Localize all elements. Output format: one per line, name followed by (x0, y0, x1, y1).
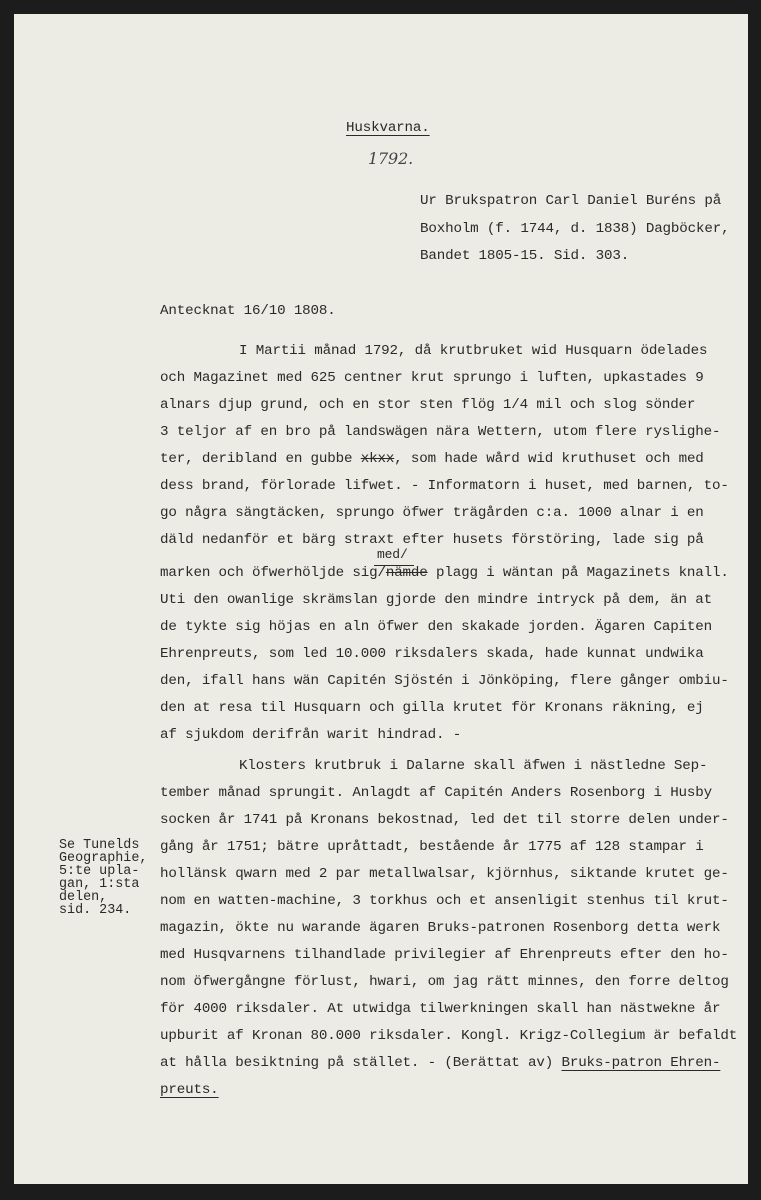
text-line: gång år 1751; bätre upråttadt, bestående år 1775 af 128 stampar i (160, 839, 704, 855)
text-line: däld nedanför et bärg straxt efter husets förstöring, lade sig på (160, 532, 704, 548)
text-line: den at resa til Husquarn och gilla krutet för Kronans räkning, ej (160, 700, 704, 716)
source-line: Boxholm (f. 1744, d. 1838) Dagböcker, (420, 221, 730, 237)
text-line: upburit af Kronan 80.000 riksdaler. Kongl. Krigz-Collegium är befaldt (160, 1028, 738, 1044)
text-line: för 4000 riksdaler. At utwidga tilwerkningen skall han nästwekne år (160, 1001, 721, 1017)
text-line: Ehrenpreuts, som led 10.000 riksdalers skada, hade kunnat undwika (160, 646, 704, 662)
struck-word: nämde (385, 565, 428, 581)
text-line: dess brand, förlorade lifwet. - Informatorn i huset, med barnen, to- (160, 478, 729, 494)
underlined-name: Bruks-patron Ehren- (561, 1055, 721, 1071)
noted-date: Antecknat 16/10 1808. (160, 303, 336, 319)
text-segment: ter, deribland en gubbe (160, 451, 361, 467)
handwritten-year: 1792. (368, 149, 414, 168)
underlined-name: preuts. (160, 1082, 219, 1098)
struck-word: xkxx (360, 451, 395, 467)
text-line: de tykte sig höjas en aln öfwer den skakade jorden. Ägaren Capiten (160, 619, 713, 635)
text-line: nom öfwergångne förlust, hwari, om jag rätt minnes, den forre deltog (160, 974, 729, 990)
document-title: Huskvarna. (346, 120, 430, 136)
text-line (160, 452, 704, 466)
text-line: 3 teljor af en bro på landswägen nära Wettern, utom flere ryslighe- (160, 424, 721, 440)
text-line (160, 1056, 720, 1070)
text-line: Uti den owanlige skrämslan gjorde den mindre intryck på dem, än at (160, 592, 713, 608)
text-segment: marken och öfwerhöljde sig/ (160, 565, 386, 581)
margin-note: Se Tunelds Geographie, 5:te upla- gan, 1:sta delen, sid. 234. (59, 838, 148, 918)
text-line (160, 566, 729, 580)
text-segment: plagg i wäntan på Magazinets knall. (427, 565, 729, 581)
text-line: magazin, ökte nu warande ägaren Bruks-patronen Rosenborg detta werk (160, 920, 721, 936)
text-line: hollänsk qwarn med 2 par metallwalsar, kjörnhus, siktande krutet ge- (160, 866, 729, 882)
text-line: I Martii månad 1792, då krutbruket wid Husquarn ödelades (239, 343, 708, 359)
text-segment: at hålla besiktning på stället. - (Berättat av) (160, 1055, 562, 1071)
text-line: socken år 1741 på Kronans bekostnad, led det til storre delen under- (160, 812, 729, 828)
source-line: Bandet 1805-15. Sid. 303. (420, 248, 630, 264)
text-line: alnars djup grund, och en stor sten flög 1/4 mil och slog sönder (160, 397, 696, 413)
document-page (14, 14, 748, 1184)
text-line: go några sängtäcken, sprungo öfwer trägården c:a. 1000 alnar i en (160, 505, 704, 521)
text-line: af sjukdom derifrån warit hindrad. - (160, 727, 462, 743)
text-line: nom en watten-machine, 3 torkhus och et ansenligit stenhus til krut- (160, 893, 729, 909)
inserted-word: med/ (377, 547, 408, 562)
text-segment: , som hade wård wid kruthuset och med (394, 451, 704, 467)
text-line: och Magazinet med 625 centner krut sprungo i luften, upkastades 9 (160, 370, 704, 386)
source-line: Ur Brukspatron Carl Daniel Buréns på (420, 193, 722, 209)
text-line: Klosters krutbruk i Dalarne skall äfwen i nästledne Sep- (239, 758, 708, 774)
text-line: tember månad sprungit. Anlagdt af Capitén Anders Rosenborg i Husby (160, 785, 713, 801)
text-line: med Husqvarnens tilhandlade privilegier af Ehrenpreuts efter den ho- (160, 947, 729, 963)
text-line: den, ifall hans wän Capitén Sjöstén i Jönköping, flere gånger ombiu- (160, 673, 729, 689)
